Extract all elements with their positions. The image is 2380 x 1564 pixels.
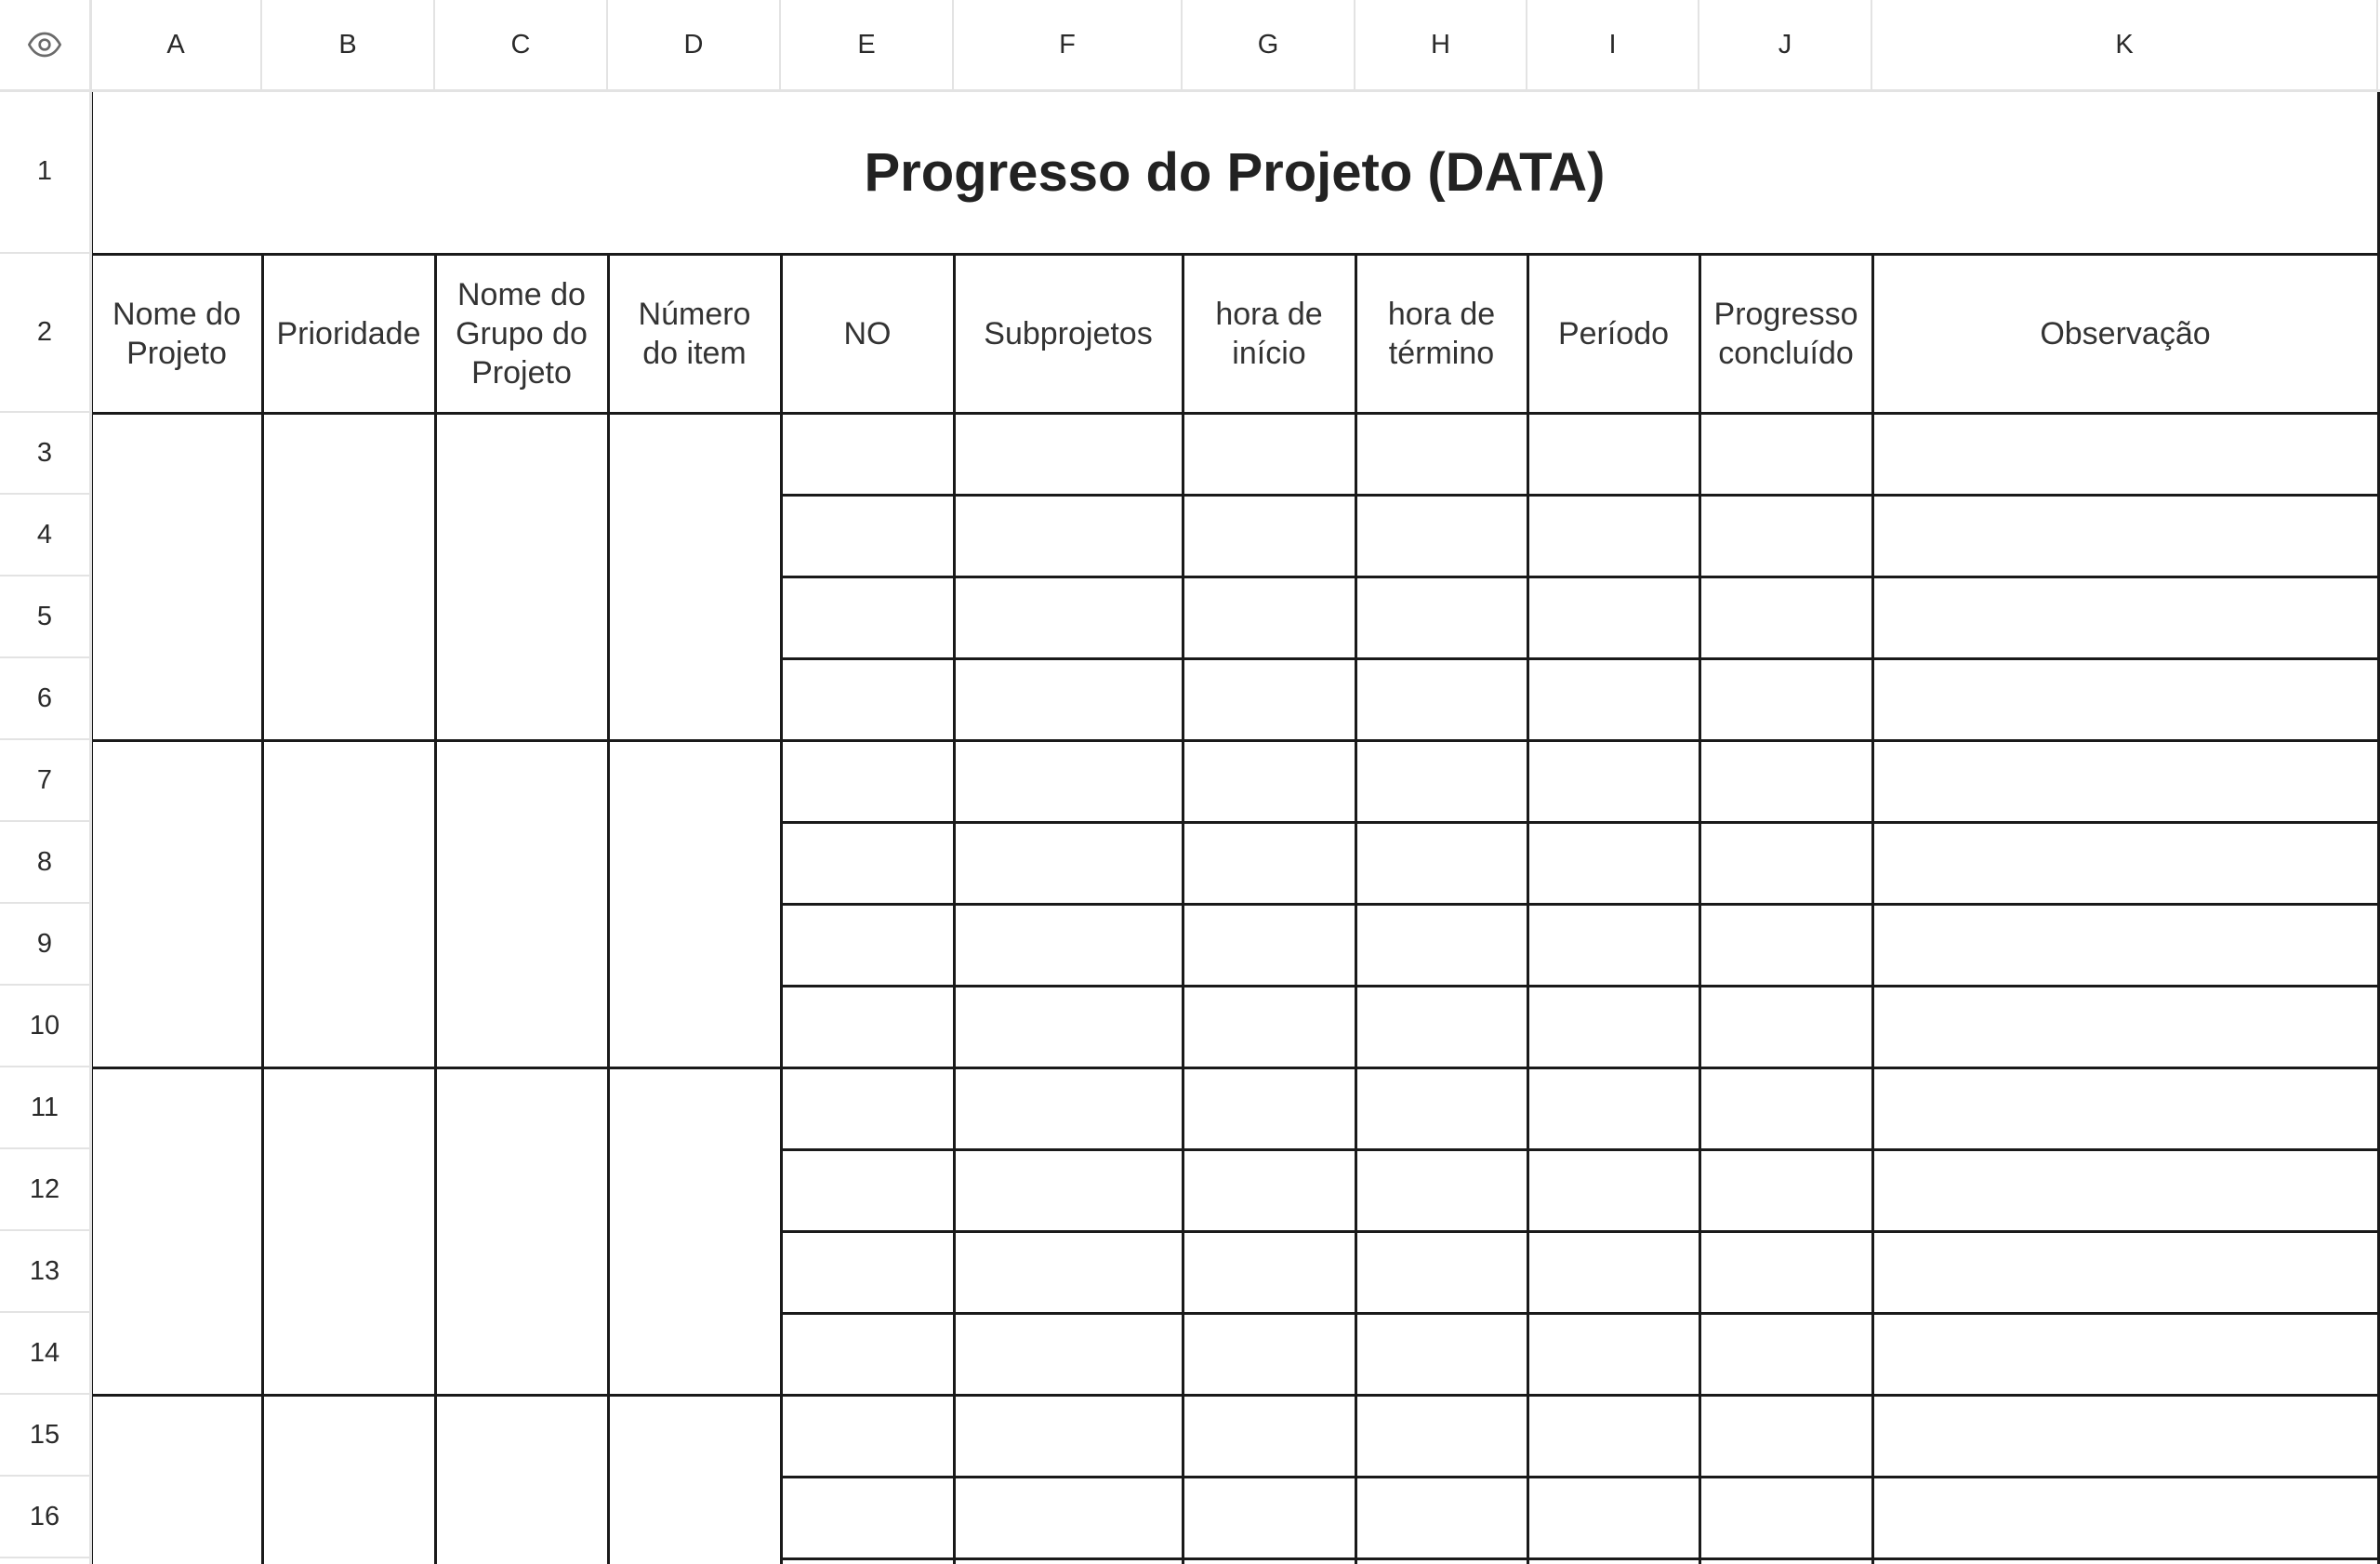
- cell-e4[interactable]: [781, 495, 954, 577]
- merged-cell-c-group-2[interactable]: [435, 740, 608, 1067]
- cell-h16[interactable]: [1355, 1477, 1527, 1558]
- cell-h9[interactable]: [1355, 904, 1527, 986]
- merged-cell-b-group-3[interactable]: [262, 1067, 435, 1395]
- row-header-14[interactable]: 14: [0, 1313, 91, 1395]
- merged-cell-d-group-2[interactable]: [608, 740, 781, 1067]
- eye-icon: [26, 26, 63, 63]
- cell-i10[interactable]: [1527, 986, 1699, 1067]
- header-cell-h[interactable]: hora de término: [1387, 296, 1496, 371]
- merged-cell-c-group-3[interactable]: [435, 1067, 608, 1395]
- cell-j15[interactable]: [1699, 1395, 1872, 1477]
- cell-k11[interactable]: [1872, 1067, 2378, 1149]
- cell-i15[interactable]: [1527, 1395, 1699, 1477]
- header-cell-b[interactable]: Prioridade: [276, 315, 421, 351]
- row-header-7[interactable]: 7: [0, 740, 91, 822]
- cell-j3[interactable]: [1699, 413, 1872, 495]
- merged-cell-a-group-2[interactable]: [91, 740, 262, 1067]
- cell-f16[interactable]: [954, 1477, 1183, 1558]
- cell-f13[interactable]: [954, 1231, 1183, 1313]
- row-header-2[interactable]: 2: [0, 254, 91, 413]
- column-header-g[interactable]: G: [1183, 0, 1355, 91]
- cell-i16[interactable]: [1527, 1477, 1699, 1558]
- cell-k13[interactable]: [1872, 1231, 2378, 1313]
- merged-cell-a-group-3[interactable]: [91, 1067, 262, 1395]
- cell-j5[interactable]: [1699, 577, 1872, 658]
- cell-e8[interactable]: [781, 822, 954, 904]
- cell-k3[interactable]: [1872, 413, 2378, 495]
- header-cell-k[interactable]: Observação: [2040, 315, 2211, 351]
- cell-g11[interactable]: [1183, 1067, 1355, 1149]
- row-header-12[interactable]: 12: [0, 1149, 91, 1231]
- cell-e3[interactable]: [781, 413, 954, 495]
- cell-j16[interactable]: [1699, 1477, 1872, 1558]
- cell-j10[interactable]: [1699, 986, 1872, 1067]
- cell-e11[interactable]: [781, 1067, 954, 1149]
- cell-j12[interactable]: [1699, 1149, 1872, 1231]
- merged-cell-b-group-1[interactable]: [262, 413, 435, 740]
- header-cell-g[interactable]: hora de início: [1215, 296, 1323, 371]
- cell-g5[interactable]: [1183, 577, 1355, 658]
- cell-k16[interactable]: [1872, 1477, 2378, 1558]
- merged-cell-c-group-4[interactable]: [435, 1395, 608, 1558]
- column-header-i[interactable]: I: [1527, 0, 1699, 91]
- cell-k15[interactable]: [1872, 1395, 2378, 1477]
- cell-g15[interactable]: [1183, 1395, 1355, 1477]
- cell-f15[interactable]: [954, 1395, 1183, 1477]
- column-header-d[interactable]: D: [608, 0, 781, 91]
- merged-cell-d-group-3[interactable]: [608, 1067, 781, 1395]
- cell-e7[interactable]: [781, 740, 954, 822]
- page-title[interactable]: Progresso do Projeto (DATA): [864, 142, 1606, 203]
- cell-f10[interactable]: [954, 986, 1183, 1067]
- cell-i8[interactable]: [1527, 822, 1699, 904]
- cell-g6[interactable]: [1183, 658, 1355, 740]
- merged-cell-b-group-2[interactable]: [262, 740, 435, 1067]
- cell-f3[interactable]: [954, 413, 1183, 495]
- cell-g16[interactable]: [1183, 1477, 1355, 1558]
- cell-k7[interactable]: [1872, 740, 2378, 822]
- cell-h8[interactable]: [1355, 822, 1527, 904]
- cell-e14[interactable]: [781, 1313, 954, 1395]
- cell-g7[interactable]: [1183, 740, 1355, 822]
- column-header-b[interactable]: B: [262, 0, 435, 91]
- cell-f14[interactable]: [954, 1313, 1183, 1395]
- cell-h5[interactable]: [1355, 577, 1527, 658]
- cell-i7[interactable]: [1527, 740, 1699, 822]
- cell-f12[interactable]: [954, 1149, 1183, 1231]
- cell-k14[interactable]: [1872, 1313, 2378, 1395]
- merged-cell-d-group-4[interactable]: [608, 1395, 781, 1558]
- row-header-15[interactable]: 15: [0, 1395, 91, 1477]
- cell-e12[interactable]: [781, 1149, 954, 1231]
- row-header-16[interactable]: 16: [0, 1477, 91, 1558]
- cell-h7[interactable]: [1355, 740, 1527, 822]
- column-header-c[interactable]: C: [435, 0, 608, 91]
- row-header-4[interactable]: 4: [0, 495, 91, 577]
- column-header-h[interactable]: H: [1355, 0, 1527, 91]
- cell-i9[interactable]: [1527, 904, 1699, 986]
- cell-f8[interactable]: [954, 822, 1183, 904]
- row-header-9[interactable]: 9: [0, 904, 91, 986]
- cell-j13[interactable]: [1699, 1231, 1872, 1313]
- header-cell-f[interactable]: Subprojetos: [984, 315, 1153, 351]
- cell-h3[interactable]: [1355, 413, 1527, 495]
- cell-f4[interactable]: [954, 495, 1183, 577]
- cell-j14[interactable]: [1699, 1313, 1872, 1395]
- cell-e6[interactable]: [781, 658, 954, 740]
- row-header-10[interactable]: 10: [0, 986, 91, 1067]
- cell-i11[interactable]: [1527, 1067, 1699, 1149]
- column-header-a[interactable]: A: [91, 0, 262, 91]
- cell-j8[interactable]: [1699, 822, 1872, 904]
- cell-e13[interactable]: [781, 1231, 954, 1313]
- header-cell-i[interactable]: Período: [1557, 315, 1670, 351]
- cell-k10[interactable]: [1872, 986, 2378, 1067]
- cell-i14[interactable]: [1527, 1313, 1699, 1395]
- row-header-8[interactable]: 8: [0, 822, 91, 904]
- cell-g9[interactable]: [1183, 904, 1355, 986]
- cell-g13[interactable]: [1183, 1231, 1355, 1313]
- cell-j11[interactable]: [1699, 1067, 1872, 1149]
- cell-g12[interactable]: [1183, 1149, 1355, 1231]
- merged-cell-c-group-1[interactable]: [435, 413, 608, 740]
- cell-f6[interactable]: [954, 658, 1183, 740]
- merged-cell-b-group-4[interactable]: [262, 1395, 435, 1558]
- cell-i3[interactable]: [1527, 413, 1699, 495]
- cell-e16[interactable]: [781, 1477, 954, 1558]
- column-header-k[interactable]: K: [1872, 0, 2378, 91]
- cell-h15[interactable]: [1355, 1395, 1527, 1477]
- cell-i6[interactable]: [1527, 658, 1699, 740]
- cell-k8[interactable]: [1872, 822, 2378, 904]
- cell-k9[interactable]: [1872, 904, 2378, 986]
- row-header-5[interactable]: 5: [0, 577, 91, 658]
- cell-k4[interactable]: [1872, 495, 2378, 577]
- cell-g3[interactable]: [1183, 413, 1355, 495]
- column-header-j[interactable]: J: [1699, 0, 1872, 91]
- row-header-1[interactable]: 1: [0, 91, 91, 254]
- cell-f7[interactable]: [954, 740, 1183, 822]
- cell-j7[interactable]: [1699, 740, 1872, 822]
- cell-i12[interactable]: [1527, 1149, 1699, 1231]
- cell-k12[interactable]: [1872, 1149, 2378, 1231]
- cell-g4[interactable]: [1183, 495, 1355, 577]
- header-cell-j[interactable]: Progresso concluído: [1713, 296, 1858, 371]
- cell-g8[interactable]: [1183, 822, 1355, 904]
- cell-g14[interactable]: [1183, 1313, 1355, 1395]
- cell-f5[interactable]: [954, 577, 1183, 658]
- select-all-corner[interactable]: [0, 0, 91, 91]
- cell-i13[interactable]: [1527, 1231, 1699, 1313]
- column-header-f[interactable]: F: [954, 0, 1183, 91]
- cell-f9[interactable]: [954, 904, 1183, 986]
- merged-cell-a-group-1[interactable]: [91, 413, 262, 740]
- header-cell-d[interactable]: Número do item: [638, 296, 751, 371]
- cell-j4[interactable]: [1699, 495, 1872, 577]
- cell-g10[interactable]: [1183, 986, 1355, 1067]
- cell-h14[interactable]: [1355, 1313, 1527, 1395]
- row-header-13[interactable]: 13: [0, 1231, 91, 1313]
- header-cell-a[interactable]: Nome do Projeto: [112, 296, 241, 371]
- cell-i4[interactable]: [1527, 495, 1699, 577]
- cell-e9[interactable]: [781, 904, 954, 986]
- cell-h6[interactable]: [1355, 658, 1527, 740]
- merged-cell-d-group-1[interactable]: [608, 413, 781, 740]
- header-cell-e[interactable]: NO: [843, 315, 892, 351]
- cell-h4[interactable]: [1355, 495, 1527, 577]
- cell-k6[interactable]: [1872, 658, 2378, 740]
- cell-e10[interactable]: [781, 986, 954, 1067]
- cell-h11[interactable]: [1355, 1067, 1527, 1149]
- cell-h12[interactable]: [1355, 1149, 1527, 1231]
- merged-cell-a-group-4[interactable]: [91, 1395, 262, 1558]
- cell-h10[interactable]: [1355, 986, 1527, 1067]
- cell-j6[interactable]: [1699, 658, 1872, 740]
- cell-i5[interactable]: [1527, 577, 1699, 658]
- row-header-6[interactable]: 6: [0, 658, 91, 740]
- cell-j9[interactable]: [1699, 904, 1872, 986]
- row-header-11[interactable]: 11: [0, 1067, 91, 1149]
- row-header-3[interactable]: 3: [0, 413, 91, 495]
- cell-e15[interactable]: [781, 1395, 954, 1477]
- cell-e5[interactable]: [781, 577, 954, 658]
- cell-h13[interactable]: [1355, 1231, 1527, 1313]
- column-header-e[interactable]: E: [781, 0, 954, 91]
- cell-k5[interactable]: [1872, 577, 2378, 658]
- cell-f11[interactable]: [954, 1067, 1183, 1149]
- header-cell-c[interactable]: Nome do Grupo do Projeto: [456, 276, 588, 391]
